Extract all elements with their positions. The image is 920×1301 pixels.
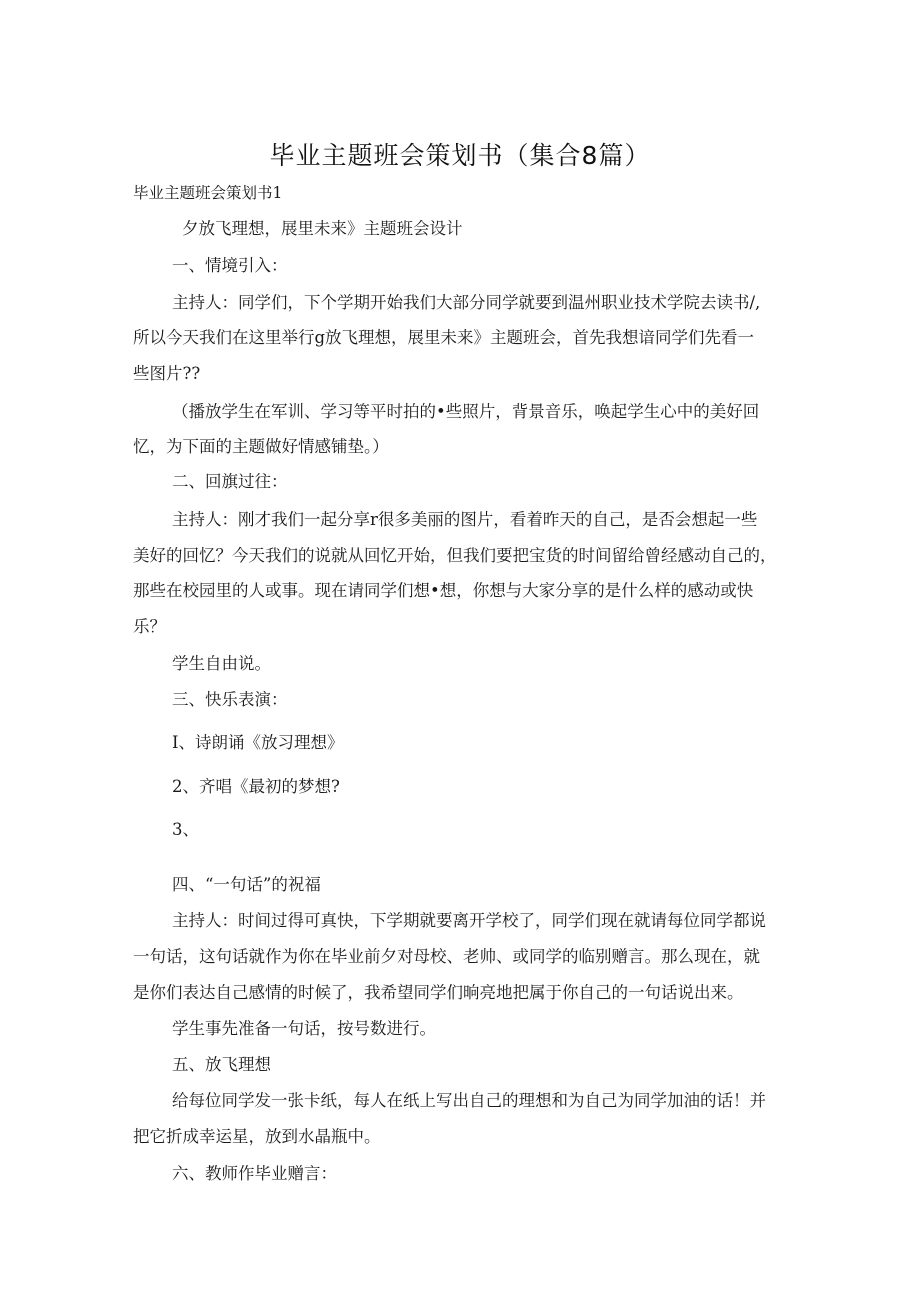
section1-paragraph-line: 主持人：同学们，下个学期开始我们大部分同学就要到温州职业技术学院去读书/, [172, 293, 761, 312]
section1-paragraph-line: 所以今天我们在这里举行g放飞理想，展里未来》主题班会，首先我想谙同学们先看一 [133, 328, 755, 347]
section2-paragraph-line: 那些在校园里的人或事。现在请同学们想•想，你想与大家分享的是什么样的感动或快 [133, 581, 754, 600]
section4-prep-note: 学生事先准备一句话，按号数进行。 [172, 1019, 436, 1038]
section1-paragraph-line: 些图片?? [133, 364, 201, 383]
section4-paragraph-line: 主持人：时间过得可真快，下学期就要离开学校了，同学们现在就请每位同学都说 [172, 911, 766, 930]
section5-paragraph-line: 给每位同学发一张卡纸，每人在纸上写出自己的理想和为自己为同学加油的话！并 [172, 1091, 766, 1110]
section5-heading: 五、放飞理想 [172, 1055, 271, 1074]
section1-note-line: （播放学生在军训、学习等平时拍的•些照片，背景音乐，唤起学生心中的美好回 [172, 402, 760, 421]
section2-paragraph-line: 美好的回忆？今天我们的说就从回忆开始，但我们要把宝货的时间留给曾经感动自己的， [133, 546, 777, 565]
document-subtitle: 毕业主题班会策划书1 [133, 184, 283, 202]
section4-paragraph-line: 一句话，这句话就作为你在毕业前夕对母校、老帅、或同学的临别赠言。那么现在，就 [133, 947, 760, 966]
section3-item: 2、齐唱《最初的梦想? [172, 777, 340, 796]
design-title: 夕放飞理想，展里未来》主题班会设计 [182, 219, 463, 238]
section4-paragraph-line: 是你们表达自己感情的时候了，我希望同学们晌亮地把属于你自己的一句话说出来。 [133, 983, 744, 1002]
section1-heading: 一、情境引入： [172, 256, 288, 275]
section3-item: 3、 [172, 820, 199, 839]
section2-free-talk: 学生自由说。 [172, 654, 271, 673]
section1-note-line: 忆，为下面的主题做好情感铺垫。） [133, 437, 389, 456]
section2-heading: 二、回旗过往： [172, 472, 288, 491]
document-title: 毕业主题班会策划书（集合8篇） [269, 141, 651, 170]
section3-heading: 三、快乐表演： [172, 690, 288, 709]
section4-heading: 四、“一句话”的祝福 [172, 875, 321, 894]
section5-paragraph-line: 把它折成幸运星，放到水晶瓶中。 [133, 1127, 381, 1146]
section3-item: I、诗朗诵《放习理想》 [172, 733, 344, 752]
section2-paragraph-line: 主持人：刚才我们一起分享r很多美丽的图片，看着昨天的自己，是否会想起一些 [172, 510, 758, 529]
section6-heading: 六、教师作毕业赠言： [172, 1164, 337, 1183]
section2-paragraph-line: 乐？ [133, 617, 166, 636]
